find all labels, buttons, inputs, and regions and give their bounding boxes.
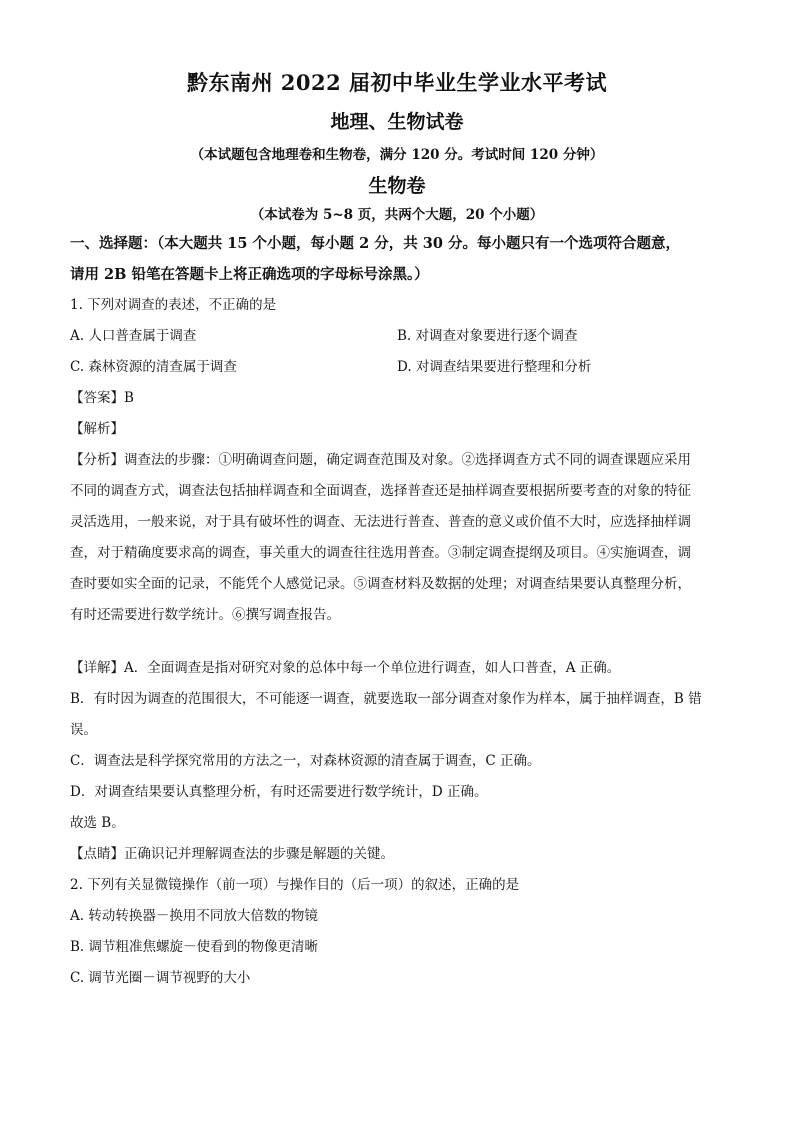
question-1-options bbox=[70, 321, 724, 383]
detail-line: D．对调查结果要认真整理分析，有时还需要进行数学统计，D 正确。 bbox=[70, 784, 488, 800]
question-1-detail bbox=[70, 653, 724, 870]
part-heading-line-2: 请用 2B 铅笔在答题卡上将正确选项的字母标号涂黑。） bbox=[70, 266, 429, 283]
question-2-stem: 2. 下列有关显微镜操作（前一项）与操作目的（后一项）的叙述，正确的是 bbox=[70, 877, 520, 893]
analysis-line: 查时要如实全面的记录，不能凭个人感觉记录。⑤调查材料及数据的处理；对调查结果要认真整理分析， bbox=[70, 576, 691, 592]
question-1-answer: 【答案】B bbox=[70, 390, 134, 406]
question-1-option-b: B. 对调查对象要进行逐个调查 bbox=[397, 328, 578, 344]
exam-note: （本试题包含地理卷和生物卷，满分 120 分。考试时间 120 分钟） bbox=[190, 147, 604, 163]
detail-line: 【点睛】正确识记并理解调查法的步骤是解题的关键。 bbox=[70, 846, 394, 862]
question-1-stem: 1. 下列对调查的表述，不正确的是 bbox=[70, 297, 277, 313]
detail-line: 误。 bbox=[70, 722, 97, 738]
detail-line: B．有时因为调查的范围很大，不可能逐一调查，就要选取一部分调查对象作为样本，属于抽样调查，B 错 bbox=[70, 691, 702, 707]
analysis-line: 灵活选用，一般来说，对于具有破坏性的调查、无法进行普查、普查的意义或价值不大时，应选择抽样调 bbox=[70, 514, 691, 530]
question-1-analysis-label: 【解析】 bbox=[70, 421, 124, 437]
section-note: （本试卷为 5~8 页，共两个大题，20 个小题） bbox=[250, 207, 544, 223]
exam-title: 黔东南州 2022 届初中毕业生学业水平考试 bbox=[186, 70, 608, 95]
exam-subtitle: 地理、生物试卷 bbox=[330, 111, 464, 133]
spacer bbox=[70, 631, 724, 653]
question-1-option-a: A. 人口普查属于调查 bbox=[70, 328, 197, 344]
analysis-line: 不同的调查方式，调查法包括抽样调查和全面调查，选择普查还是抽样调查要根据所要考查的对象的特征 bbox=[70, 483, 691, 499]
question-2-option-b: B. 调节粗准焦螺旋－使看到的物像更清晰 bbox=[70, 939, 319, 955]
section-title: 生物卷 bbox=[368, 175, 426, 197]
analysis-line: 查，对于精确度要求高的调查，事关重大的调查往往选用普查。③制定调查提纲及项目。④实施调查，调 bbox=[70, 545, 691, 561]
analysis-line: 【分析】调查法的步骤：①明确调查问题，确定调查范围及对象。②选择调查方式不同的调查课题应采用 bbox=[70, 452, 691, 468]
detail-line: 故选 B。 bbox=[70, 815, 125, 831]
detail-line: C．调查法是科学探究常用的方法之一，对森林资源的清查属于调查，C 正确。 bbox=[70, 753, 541, 769]
analysis-line: 有时还需要进行数学统计。⑥撰写调查报告。 bbox=[70, 607, 340, 623]
question-1-analysis bbox=[70, 445, 724, 631]
question-1-option-d: D. 对调查结果要进行整理和分析 bbox=[397, 359, 592, 375]
part-heading bbox=[70, 228, 724, 290]
part-heading-line-1: 一、选择题：（本大题共 15 个小题，每小题 2 分，共 30 分。每小题只有一个选项符合题意， bbox=[70, 235, 680, 252]
question-2-option-c: C. 调节光圈－调节视野的大小 bbox=[70, 970, 251, 986]
detail-line: 【详解】A．全面调查是指对研究对象的总体中每一个单位进行调查，如人口普查，A 正确。 bbox=[70, 660, 621, 676]
question-1-option-c: C. 森林资源的清查属于调查 bbox=[70, 359, 237, 375]
question-2-option-a: A. 转动转换器－换用不同放大倍数的物镜 bbox=[70, 908, 318, 924]
